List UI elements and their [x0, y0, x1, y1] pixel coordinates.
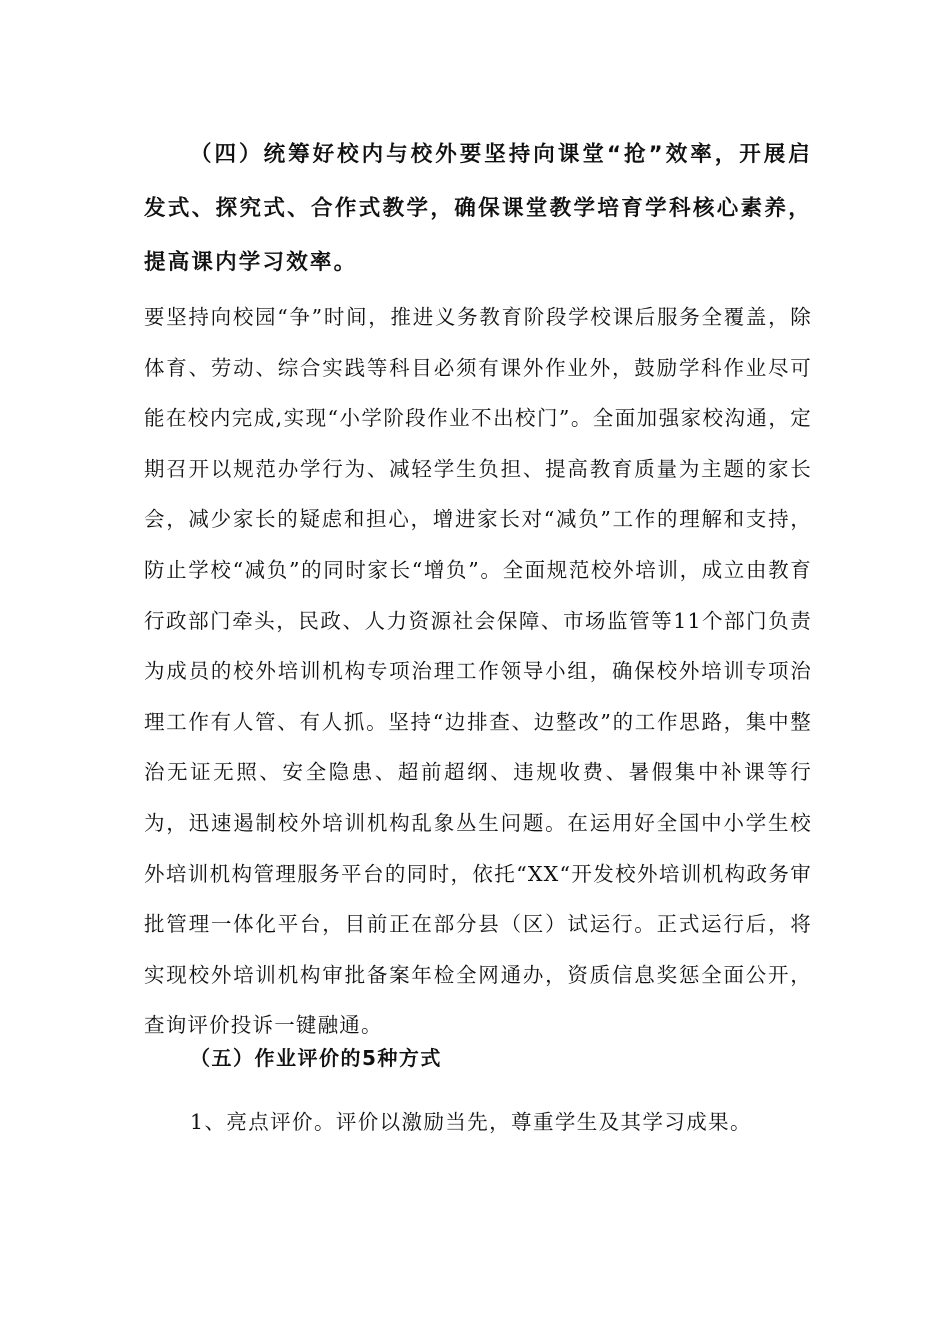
- section-5-heading: （五）作业评价的5种方式: [190, 1046, 442, 1070]
- section-4-body-paragraph: 要坚持向校园“争”时间，推进义务教育阶段学校课后服务全覆盖，除体育、劳动、综合实践等科目必须有课外作业外，鼓励学科作业尽可能在校内完成,实现“小学阶段作业不出校门”。全面加强家校沟通，定期召开以规范办学行为、减轻学生负担、提高教育质量为主题的家长会，减少家长的疑虑和担心，增进家长对“减负”工作的理解和支持，防止学校“减负”的同时家长“增负”。全面规范校外培训，成立由教育行政部门牵头，民政、人力资源社会保障、市场监管等11个部门负责为成员的校外培训机构专项治理工作领导小组，确保校外培训专项治理工作有人管、有人抓。坚持“边排查、边整改”的工作思路，集中整治无证无照、安全隐患、超前超纲、违规收费、暑假集中补课等行为，迅速遏制校外培训机构乱象丛生问题。在运用好全国中小学生校外培训机构管理服务平台的同时，依托“XX“开发校外培训机构政务审批管理一体化平台，目前正在部分县（区）试运行。正式运行后，将实现校外培训机构审批备案年检全网通办，资质信息奖惩全面公开，查询评价投诉一键融通。: [144, 305, 812, 1038]
- evaluation-item-1: 1、亮点评价。评价以激励当先，尊重学生及其学习成果。: [190, 1110, 752, 1134]
- section-4-heading: （四）统筹好校内与校外要坚持向课堂“抢”效率，开展启发式、探究式、合作式教学，确保课堂教学培育学科核心素养，提高课内学习效率。: [144, 142, 812, 275]
